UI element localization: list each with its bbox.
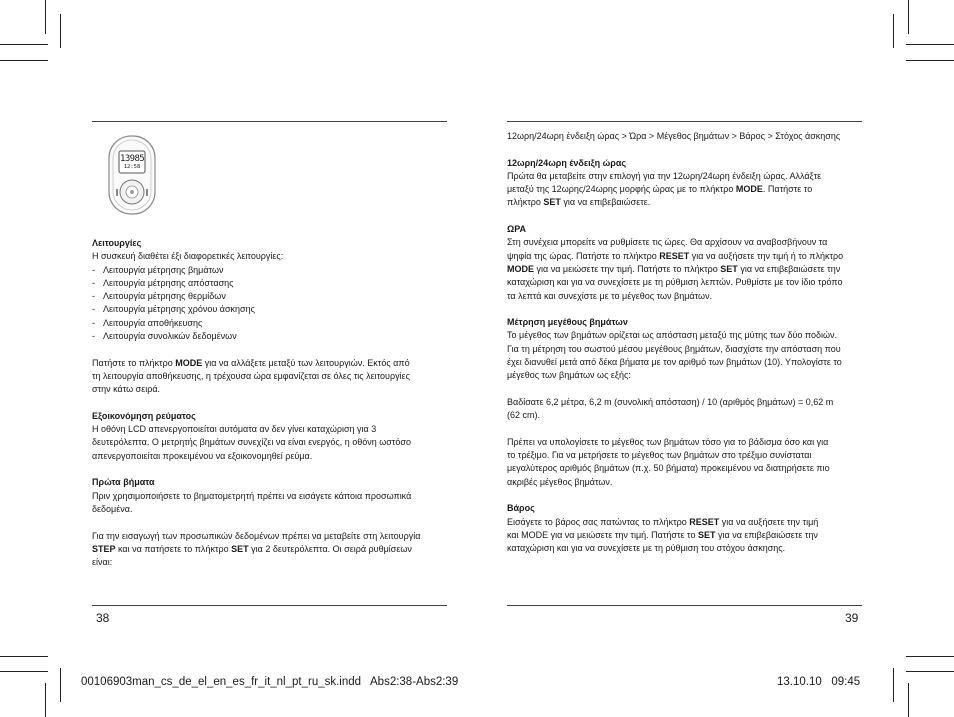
time-line: Στη συνέχεια μπορείτε να ρυθμίσετε τις ώρες. Θα αρχίσουν να αναβοσβήνουν τα [507, 237, 828, 248]
time-heading: ΩΡΑ [507, 224, 527, 235]
bottom-rule-left [92, 605, 447, 606]
calc-line: Πρέπει να υπολογίσετε το μέγεθος των βημάτων τόσο για το βάδισμα όσο και για [507, 436, 829, 447]
entry-paragraph-line: είναι: [92, 557, 113, 568]
step-size-line: μέγεθος των βημάτων ως εξής: [507, 370, 631, 381]
lcd-line-1: 13985 [120, 154, 145, 164]
hour-format-line: πλήκτρο SET για να επιβεβαιώσετε. [507, 197, 651, 208]
first-steps-line: δεδομένα. [92, 503, 133, 514]
calc-line: ακριβές μέγεθος βημάτων. [507, 476, 613, 487]
first-steps-line: Πριν χρησιμοποιήσετε το βηματομετρητή πρέπει να εισάγετε κάποια προσωπικά [92, 490, 412, 501]
footer-file-info: 00106903man_cs_de_el_en_es_fr_it_nl_pt_ru_sk.indd Abs2:38-Abs2:39 [81, 676, 459, 688]
step-size-line: έχει διανυθεί μετά από δέκα βήματα με τον αριθμό των βημάτων (10). Υπολογίστε το [507, 357, 842, 368]
page-number-left: 38 [96, 611, 110, 625]
list-item: - Λειτουργία μέτρησης απόστασης [92, 277, 452, 290]
list-item: - Λειτουργία μέτρησης θερμίδων [92, 290, 452, 303]
hour-format-heading: 12ωρη/24ωρη ένδειξη ώρας [507, 157, 627, 168]
first-steps-heading: Πρώτα βήματα [92, 477, 155, 488]
top-rule-right [507, 121, 862, 122]
list-item: - Λειτουργία μέτρησης χρόνου άσκησης [92, 303, 452, 316]
formula-line: Βαδίσατε 6,2 μέτρα, 6,2 m (συνολική απόσταση) / 10 (αριθμός βημάτων) = 0,62 m [507, 396, 834, 407]
crop-mark [45, 683, 46, 717]
lcd-line-2: 12:58 [123, 164, 141, 170]
crop-mark [0, 671, 48, 672]
crop-mark [0, 60, 48, 61]
step-size-heading: Μέτρηση μεγέθους βημάτων [507, 317, 628, 328]
crop-mark [893, 668, 894, 702]
power-paragraph-line: Η οθόνη LCD απενεργοποιείται αυτόματα αν δεν γίνει καταχώριση για 3 [92, 424, 377, 435]
list-item: - Λειτουργία μέτρησης βημάτων [92, 264, 452, 277]
crop-mark [906, 44, 954, 45]
list-item: - Λειτουργία αποθήκευσης [92, 317, 452, 330]
weight-heading: Βάρος [507, 503, 535, 514]
entry-paragraph-line: Για την εισαγωγή των προσωπικών δεδομένων πρέπει να μεταβείτε στη λειτουργία [92, 530, 421, 541]
weight-line: και MODE για να μειώσετε την τιμή. Πατήστε το SET για να επιβεβαιώσετε την [507, 529, 818, 540]
crop-mark [908, 683, 909, 717]
weight-line: Εισάγετε το βάρος σας πατώντας το πλήκτρο RESET για να αυξήσετε την τιμή [507, 516, 819, 527]
top-rule-left [92, 121, 447, 122]
mode-paragraph-line: στην κάτω σειρά. [92, 384, 161, 395]
crop-mark [45, 0, 46, 34]
step-size-line: Για τη μέτρηση του σωστού μέσου μεγέθους βημάτων, διασχίστε την απόσταση που [507, 343, 841, 354]
right-column [507, 130, 887, 556]
power-paragraph-line: απενεργοποιείται προκειμένου να εξοικονομηθεί ρεύμα. [92, 450, 313, 461]
page-number-right: 39 [845, 611, 859, 625]
pedometer-icon [107, 134, 157, 216]
formula-line: (62 cm). [507, 410, 541, 421]
step-size-line: Το μέγεθος των βημάτων ορίζεται ως απόσταση μεταξύ της μύτης των δύο ποδιών. [507, 330, 838, 341]
footer-date: 13.10.10 09:45 [777, 676, 861, 688]
list-item: - Λειτουργία συνολικών δεδομένων [92, 330, 452, 343]
crop-mark [908, 0, 909, 34]
calc-line: μεγαλύτερος αριθμός βημάτων (π.χ. 50 βήματα) προκειμένου να διατηρήσετε πιο [507, 463, 830, 474]
crop-mark [60, 14, 61, 48]
power-paragraph-line: δευτερόλεπτα. Ο μετρητής βημάτων συνεχίζει να είναι ενεργός, η οθόνη ωστόσο [92, 437, 411, 448]
functions-intro: Η συσκευή διαθέτει έξι διαφορετικές λειτουργίες: [92, 251, 284, 262]
hour-format-line: μεταξύ της 12ωρης/24ωρης μορφής ώρας με το πλήκτρο MODE. Πατήστε το [507, 184, 813, 195]
crop-mark [0, 656, 48, 657]
crop-mark [906, 60, 954, 61]
mode-paragraph-line: τη λειτουργία αποθήκευσης, η τρέχουσα ώρα εμφανίζεται σε όλες τις λειτουργίες [92, 370, 410, 381]
time-line: MODE για να μειώσετε την τιμή. Πατήστε το πλήκτρο SET για να επιβεβαιώσετε την [507, 263, 841, 274]
hour-format-line: Πρώτα θα μεταβείτε στην επιλογή για την 12ωρη/24ωρη ένδειξη ώρας. Αλλάξτε [507, 170, 822, 181]
entry-paragraph-line: STEP και να πατήσετε το πλήκτρο SET για 2 δευτερόλεπτα. Οι σειρά ρυθμίσεων [92, 543, 412, 554]
crop-mark [60, 668, 61, 702]
crop-mark [906, 656, 954, 657]
left-column [92, 237, 452, 569]
calc-line: το τρέξιμο. Για να μετρήσετε το μέγεθος των βημάτων στο τρέξιμο συνίσταται [507, 450, 812, 461]
settings-sequence: 12ωρη/24ωρη ένδειξη ώρας > Ώρα > Μέγεθος βημάτων > Βάρος > Στόχος άσκησης [507, 131, 841, 141]
time-line: τα λεπτά και συνεχίστε με το μέγεθος των βημάτων. [507, 290, 713, 301]
mode-paragraph-line: Πατήστε το πλήκτρο MODE για να αλλάξετε μεταξύ των λειτουργιών. Εκτός από [92, 357, 410, 368]
time-line: καταχώριση και για να συνεχίσετε με τη ρύθμιση λεπτών. Ρυθμίστε με τον ίδιο τρόπο [507, 277, 843, 288]
time-line: ψηφία της ώρας. Πατήστε το πλήκτρο RESET για να αυξήσετε την τιμή ή το πλήκτρο [507, 250, 844, 261]
crop-mark [906, 671, 954, 672]
crop-mark [0, 44, 48, 45]
functions-heading: Λειτουργίες [92, 238, 142, 248]
pedometer-illustration [107, 134, 157, 216]
bottom-rule-right [507, 605, 862, 606]
crop-mark [893, 14, 894, 48]
weight-line: καταχώριση και για να συνεχίσετε με τη ρύθμιση του στόχου άσκησης. [507, 543, 786, 554]
functions-list [92, 264, 452, 344]
power-saving-heading: Εξοικονόμηση ρεύματος [92, 410, 196, 421]
